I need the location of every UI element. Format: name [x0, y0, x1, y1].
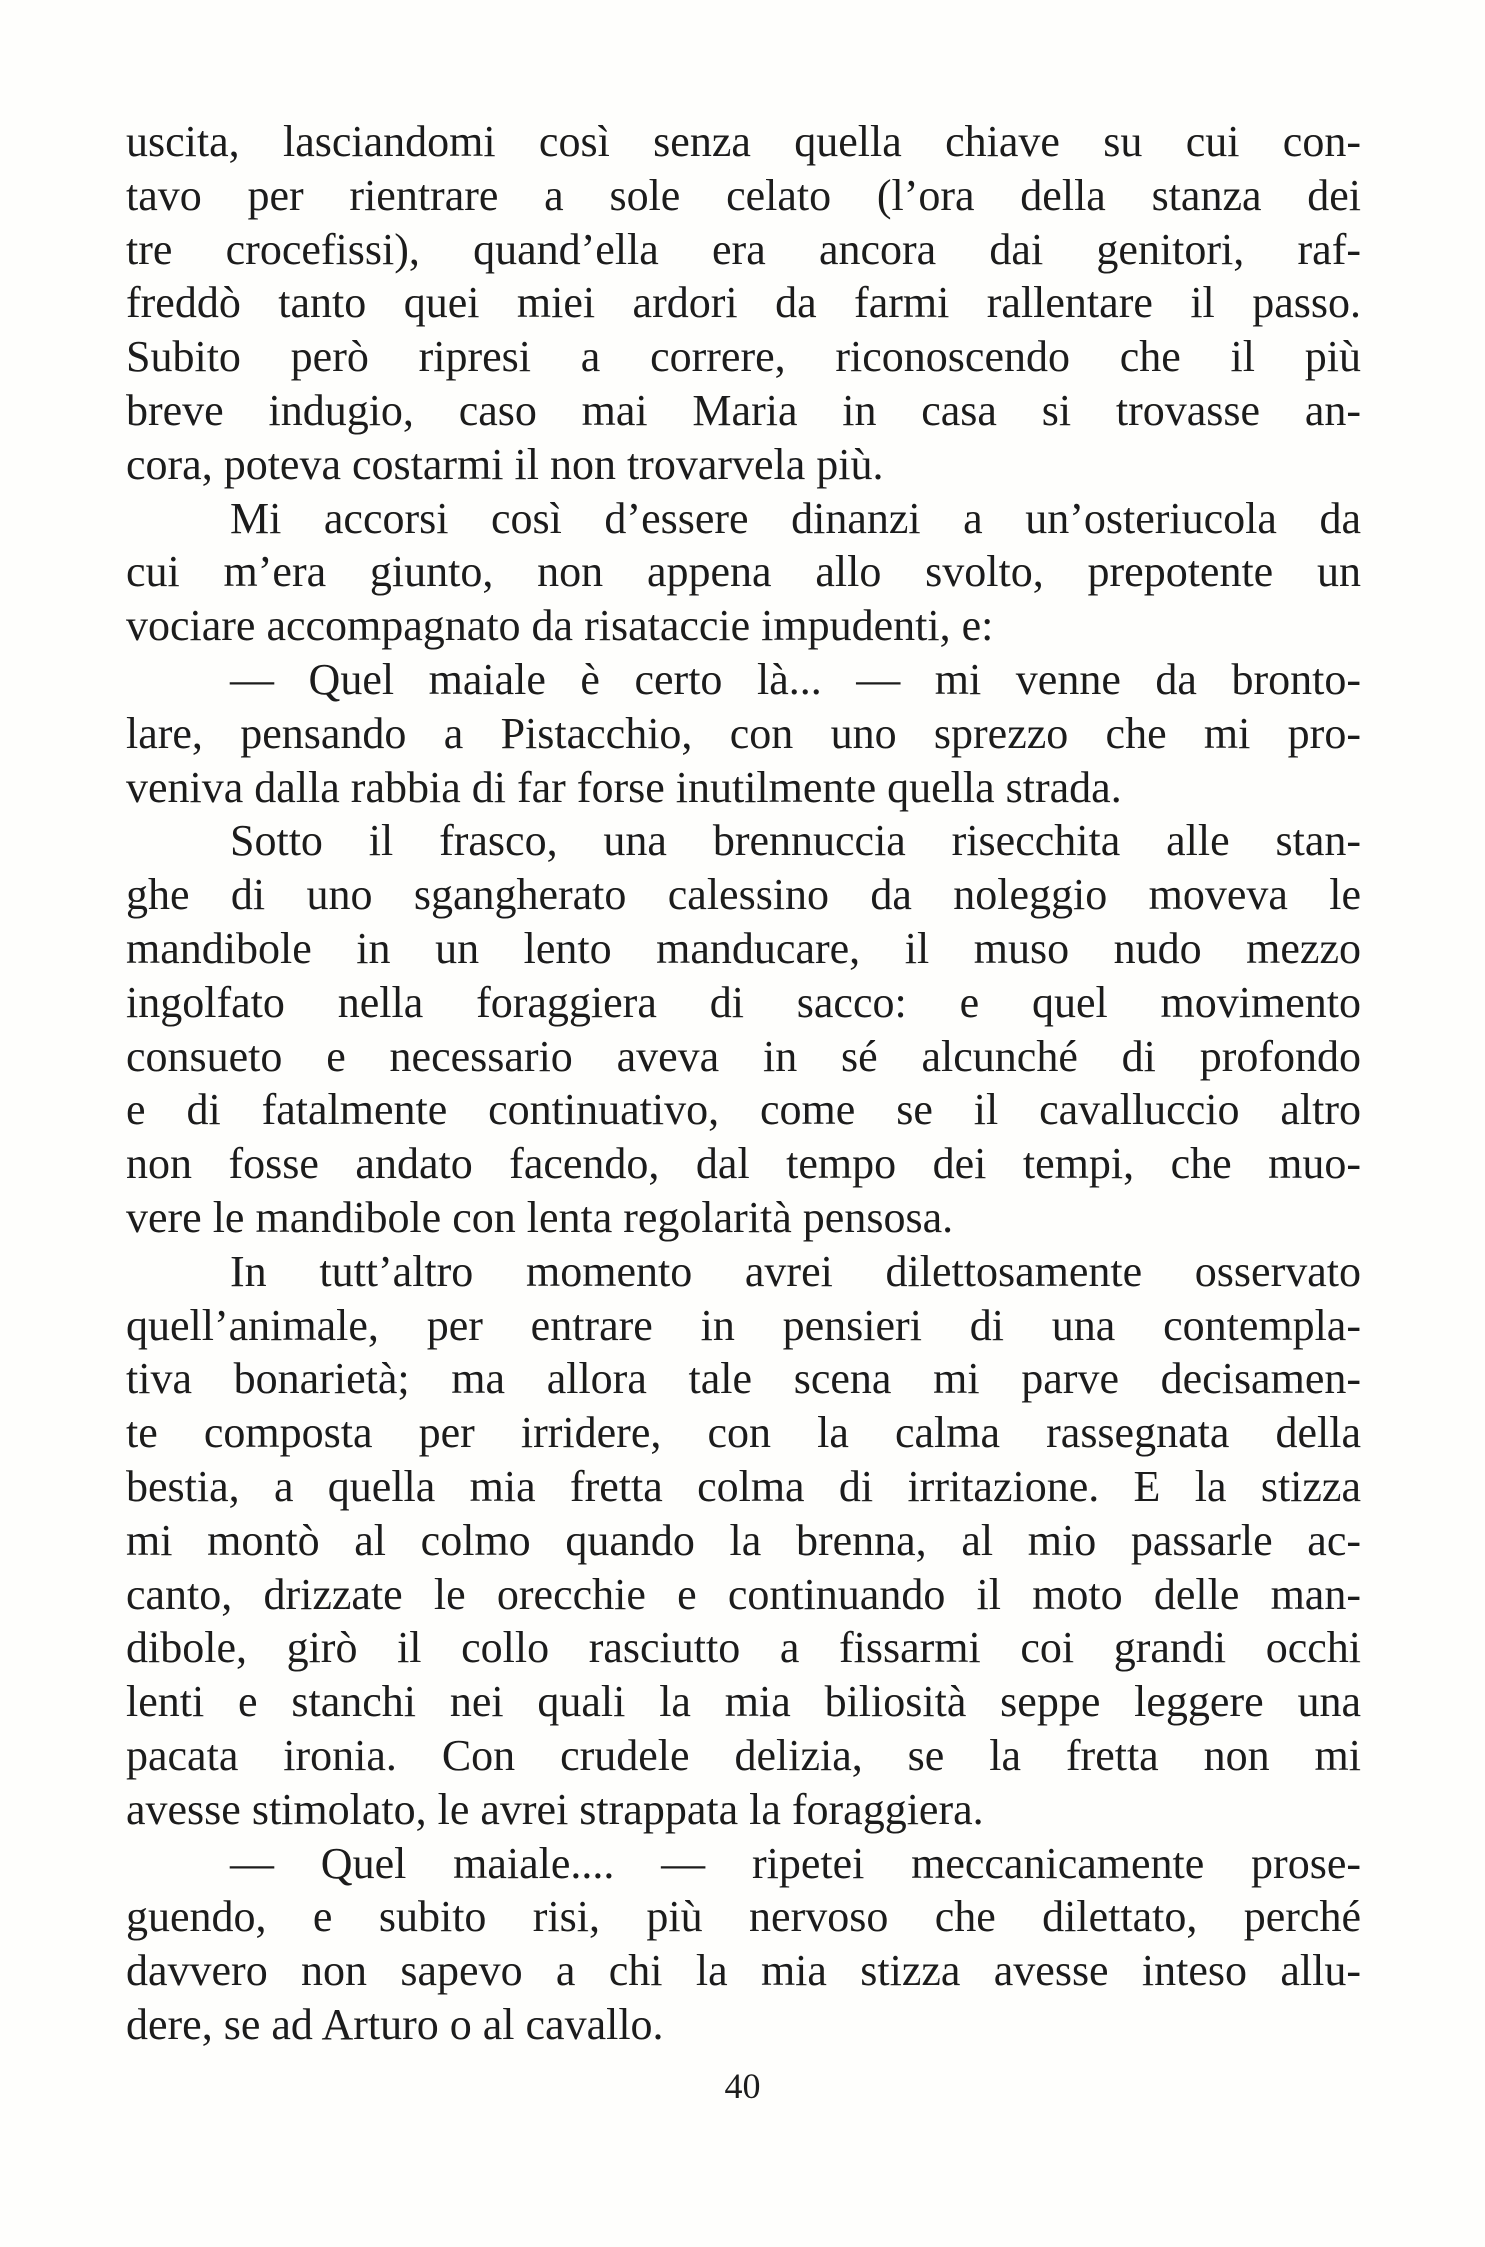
text-line: e di fatalmente continuativo, come se il cavalluccio altro [126, 1085, 1361, 1135]
text-line: canto, drizzate le orecchie e continuando il moto delle man- [126, 1569, 1361, 1619]
text-line: veniva dalla rabbia di far forse inutilmente quella strada. [126, 762, 1122, 812]
text-line: freddò tanto quei miei ardori da farmi rallentare il passo. [126, 278, 1361, 328]
text-line: lenti e stanchi nei quali la mia biliosità seppe leggere una [126, 1677, 1361, 1727]
text-line: — Quel maiale.... — ripetei meccanicamente prose- [230, 1838, 1361, 1888]
text-line: non fosse andato facendo, dal tempo dei tempi, che muo- [126, 1139, 1361, 1189]
text-line: quell’animale, per entrare in pensieri di una contempla- [126, 1300, 1361, 1350]
text-line: breve indugio, caso mai Maria in casa si trovasse an- [126, 385, 1361, 435]
text-line: tiva bonarietà; ma allora tale scena mi parve decisamen- [126, 1354, 1361, 1404]
text-line: tre crocefissi), quand’ella era ancora dai genitori, raf- [126, 224, 1361, 274]
text-line: ghe di uno sgangherato calessino da noleggio moveva le [126, 870, 1361, 920]
text-line: davvero non sapevo a chi la mia stizza avesse inteso allu- [126, 1946, 1361, 1996]
text-line: avesse stimolato, le avrei strappata la foraggiera. [126, 1784, 984, 1834]
text-line: In tutt’altro momento avrei dilettosamente osservato [230, 1246, 1361, 1296]
text-line: pacata ironia. Con crudele delizia, se la fretta non mi [126, 1730, 1361, 1780]
text-line: vociare accompagnato da risataccie impudenti, e: [126, 601, 994, 651]
text-line: Sotto il frasco, una brennuccia risecchita alle stan- [230, 816, 1361, 866]
text-line: vere le mandibole con lenta regolarità pensosa. [126, 1192, 954, 1242]
text-line: — Quel maiale è certo là... — mi venne da bronto- [230, 654, 1361, 704]
page-number: 40 [724, 2066, 761, 2106]
text-line: cora, poteva costarmi il non trovarvela più. [126, 439, 884, 489]
text-line: dere, se ad Arturo o al cavallo. [126, 1999, 664, 2049]
text-line: Subito però ripresi a correre, riconoscendo che il più [126, 332, 1361, 382]
text-line: mandibole in un lento manducare, il muso nudo mezzo [126, 923, 1361, 973]
text-line: lare, pensando a Pistacchio, con uno sprezzo che mi pro- [126, 708, 1361, 758]
text-line: cui m’era giunto, non appena allo svolto, prepotente un [126, 547, 1361, 597]
body-text [126, 115, 1361, 2052]
text-line: te composta per irridere, con la calma rassegnata della [126, 1408, 1361, 1458]
text-line: consueto e necessario aveva in sé alcunché di profondo [126, 1031, 1361, 1081]
text-line: dibole, girò il collo rasciutto a fissarmi coi grandi occhi [126, 1623, 1361, 1673]
text-line: ingolfato nella foraggiera di sacco: e quel movimento [126, 977, 1361, 1027]
text-line: Mi accorsi così d’essere dinanzi a un’osteriucola da [230, 493, 1361, 543]
text-line: uscita, lasciandomi così senza quella chiave su cui con- [126, 117, 1361, 166]
text-line: bestia, a quella mia fretta colma di irritazione. E la stizza [126, 1461, 1361, 1511]
text-line: tavo per rientrare a sole celato (l’ora della stanza dei [126, 170, 1361, 220]
text-line: guendo, e subito risi, più nervoso che dilettato, perché [126, 1892, 1361, 1942]
text-line: mi montò al colmo quando la brenna, al mio passarle ac- [126, 1515, 1361, 1565]
